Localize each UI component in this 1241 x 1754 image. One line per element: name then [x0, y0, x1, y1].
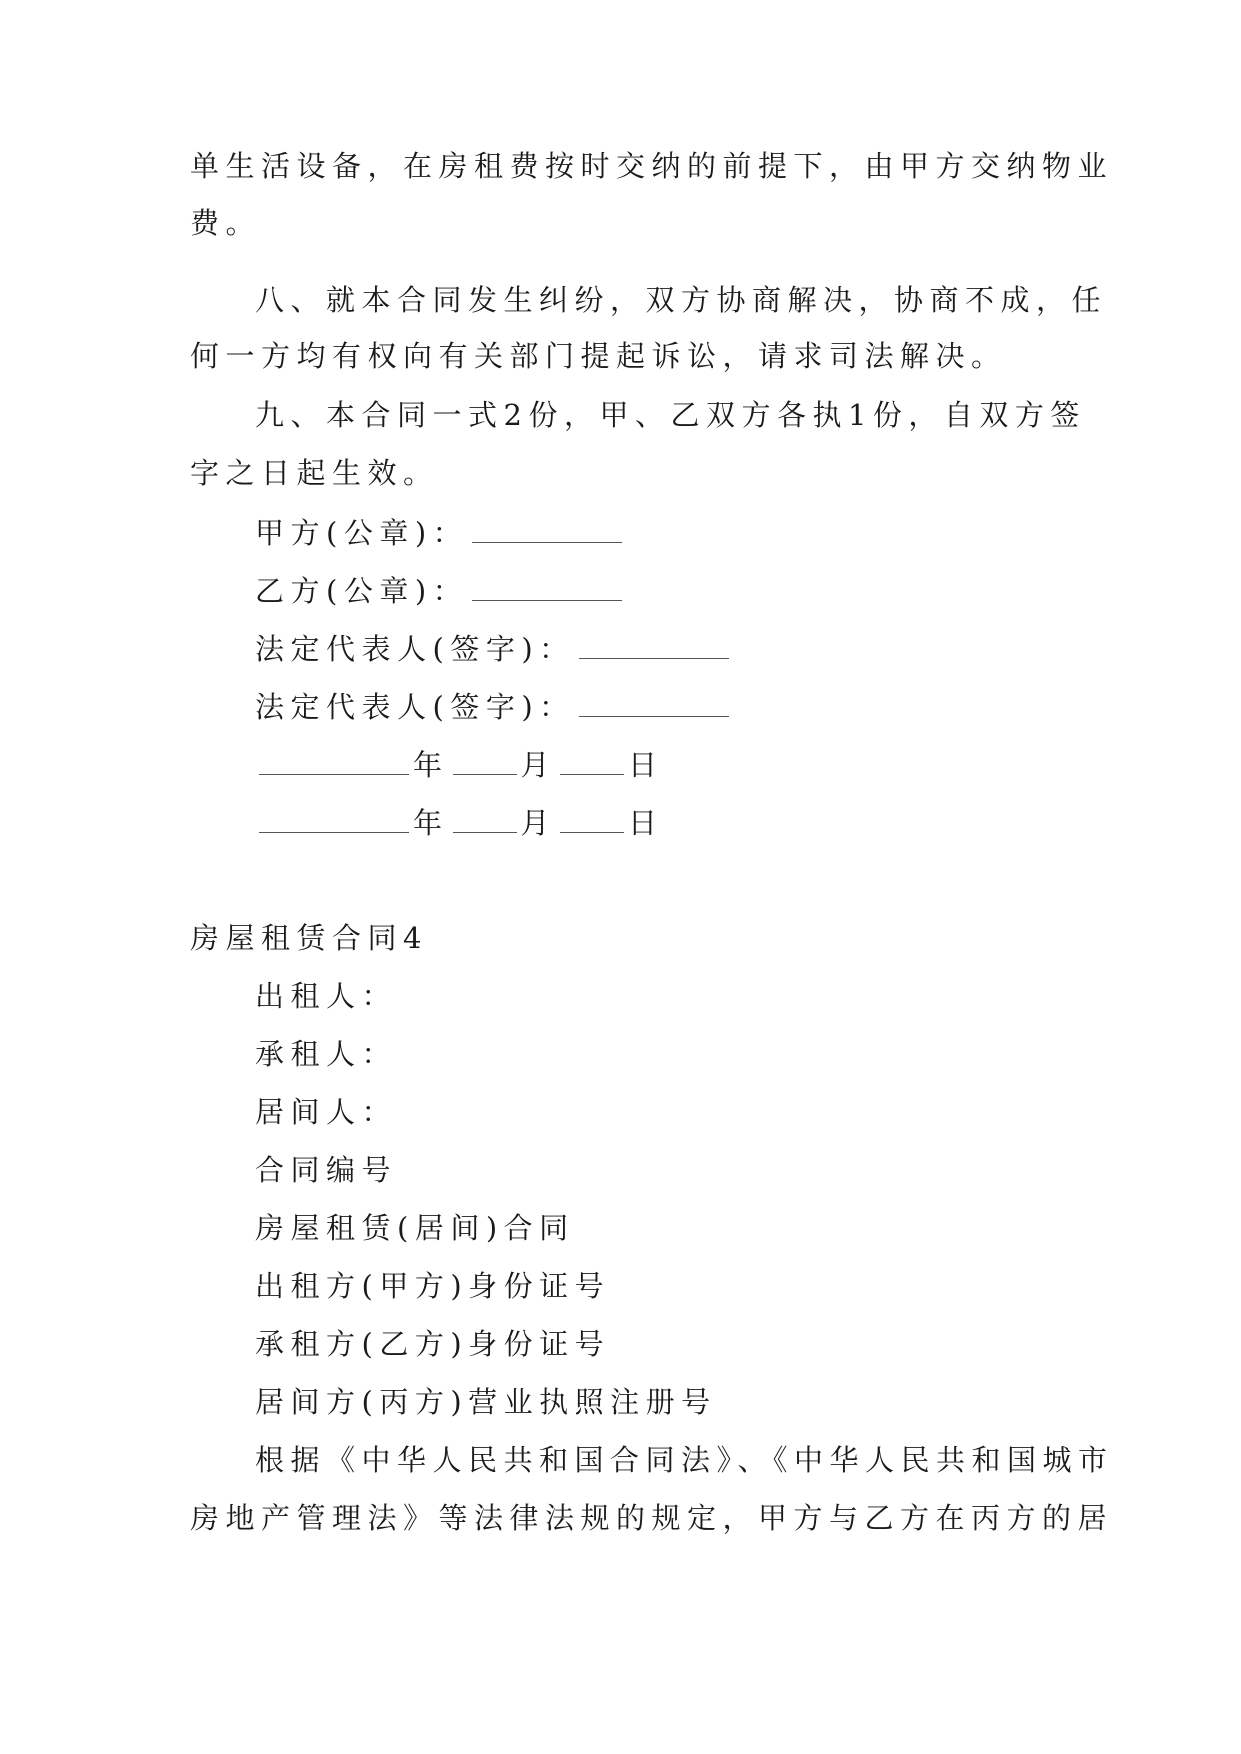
month-blank [453, 746, 517, 775]
lessor-field: 出租人： [255, 979, 398, 1013]
clause-8-line: 八、就本合同发生纠纷，双方协商解决，协商不成，任 [255, 283, 1108, 317]
day-blank [560, 746, 624, 775]
party-a-label: 甲方(公章)： [255, 516, 469, 550]
date-line [255, 746, 664, 783]
clause-9-line: 字之日起生效。 [190, 456, 439, 490]
year-blank [259, 804, 409, 833]
day-blank [560, 804, 624, 833]
clause-9-line: 九、本合同一式2份，甲、乙双方各执1份，自双方签 [255, 398, 1086, 432]
paragraph-line: 单生活设备，在房租费按时交纳的前提下，由甲方交纳物业 [190, 149, 1114, 183]
lessee-id-field: 承租方(乙方)身份证号 [255, 1327, 611, 1361]
rep-a-signature [255, 630, 733, 667]
month-blank [453, 804, 517, 833]
lessee-field: 承租人： [255, 1037, 398, 1071]
paragraph-line: 费。 [190, 206, 262, 240]
day-label: 日 [628, 748, 664, 782]
contract-number-field: 合同编号 [255, 1153, 398, 1187]
year-label: 年 [413, 806, 449, 840]
party-a-seal [255, 514, 626, 551]
party-b-seal [255, 572, 626, 609]
rep-b-blank [579, 688, 729, 717]
party-a-blank [472, 514, 622, 543]
clause-8-line: 何一方均有权向有关部门提起诉讼，请求司法解决。 [190, 339, 1007, 373]
rep-a-blank [579, 630, 729, 659]
body-paragraph-line: 根据《中华人民共和国合同法》、《中华人民共和国城市 [255, 1443, 1114, 1477]
year-blank [259, 746, 409, 775]
agent-license-field: 居间方(丙方)营业执照注册号 [255, 1385, 717, 1419]
party-b-label: 乙方(公章)： [255, 574, 469, 608]
contract-4-title: 房屋租赁合同4 [190, 921, 428, 955]
agent-field: 居间人： [255, 1095, 398, 1129]
day-label: 日 [628, 806, 664, 840]
party-b-blank [472, 572, 622, 601]
month-label: 月 [520, 806, 557, 840]
lessor-id-field: 出租方(甲方)身份证号 [255, 1269, 611, 1303]
rep-a-label: 法定代表人(签字)： [255, 632, 575, 666]
month-label: 月 [520, 748, 557, 782]
rep-b-label: 法定代表人(签字)： [255, 690, 575, 724]
contract-heading: 房屋租赁(居间)合同 [255, 1211, 575, 1245]
rep-b-signature [255, 688, 733, 725]
year-label: 年 [413, 748, 449, 782]
date-line [255, 804, 664, 841]
body-paragraph-line: 房地产管理法》等法律法规的规定，甲方与乙方在丙方的居 [190, 1501, 1114, 1535]
